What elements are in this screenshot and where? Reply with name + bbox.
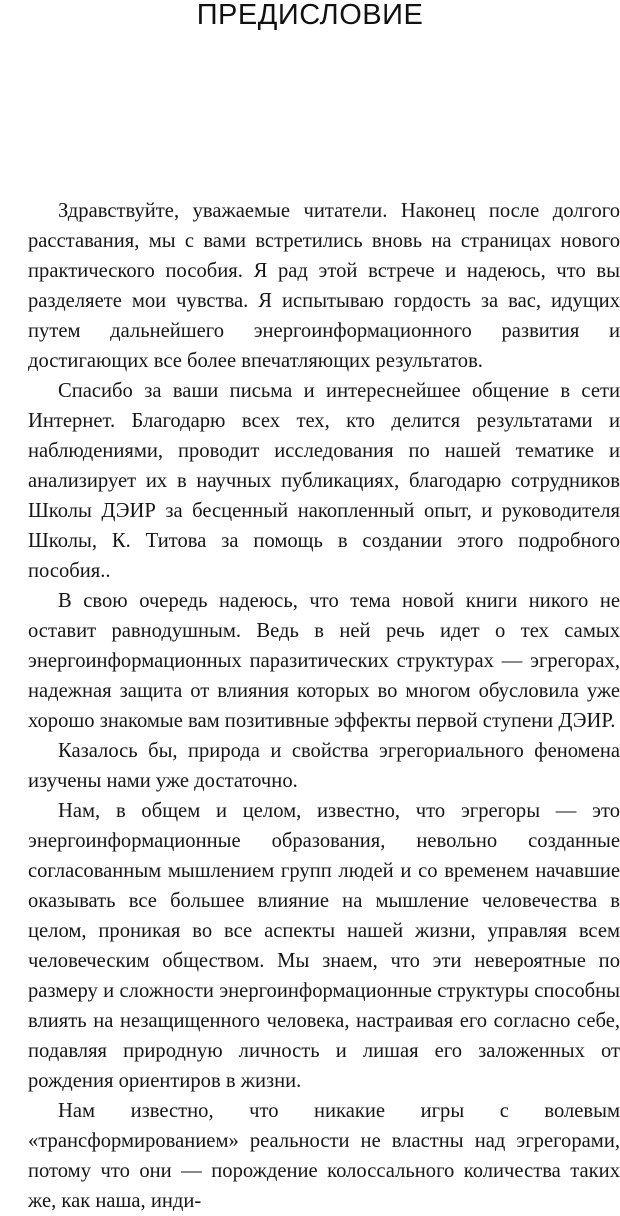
chapter-heading: ПРЕДИСЛОВИЕ — [196, 0, 424, 31]
paragraph-6: Нам известно, что никакие игры с волевым «трансформированием» реальности не властны над эгрегорами, потому что они — порождение колоссального количества таких же, как наша, инди- — [28, 1100, 620, 1212]
paragraph-5: Нам, в общем и целом, известно, что эгрегоры — это энергоинформационные образования, невольно созданные согласованным мышлением групп людей и со временем начавшие оказывать все большее влияние на мышление человечества в целом, проникая во все аспекты нашей жизни, управляя всем человеческим обществом. Мы знаем, что эти невероятные по размеру и сложности энергоинформационные структуры способны влиять на незащищенного человека, настраивая его согласно себе, подавляя природную личность и лишая его заложенных от рождения ориентиров в жизни. — [28, 800, 620, 1092]
paragraph-1: Здравствуйте, уважаемые читатели. Наконец после долгого расставания, мы с вами встретились вновь на страницах нового практического пособия. Я рад этой встрече и надеюсь, что вы разделяете мои чувства. Я испытываю гордость за вас, идущих путем дальнейшего энергоинформационного развития и достигающих все более впечатляющих результатов. — [28, 200, 620, 372]
paragraph-4: Казалось бы, природа и свойства эгрегориального феномена изучены нами уже достаточно. — [28, 740, 620, 792]
paragraph-2: Спасибо за ваши письма и интереснейшее общение в сети Интернет. Благодарю всех тех, кто делится результатами и наблюдениями, проводит исследования по нашей тематике и анализирует их в научных публикациях, благодарю сотрудников Школы ДЭИР за бесценный накопленный опыт, и руководителя Школы, К. Титова за помощь в создании этого подробного пособия.. — [28, 380, 620, 582]
chapter-body — [28, 196, 620, 1216]
paragraph-3: В свою очередь надеюсь, что тема новой книги никого не оставит равнодушным. Ведь в ней речь идет о тех самых энергоинформационных паразитических структурах — эгрегорах, надежная защита от влияния которых во многом обусловила уже хорошо знакомые вам позитивные эффекты первой ступени ДЭИР. — [28, 590, 620, 732]
